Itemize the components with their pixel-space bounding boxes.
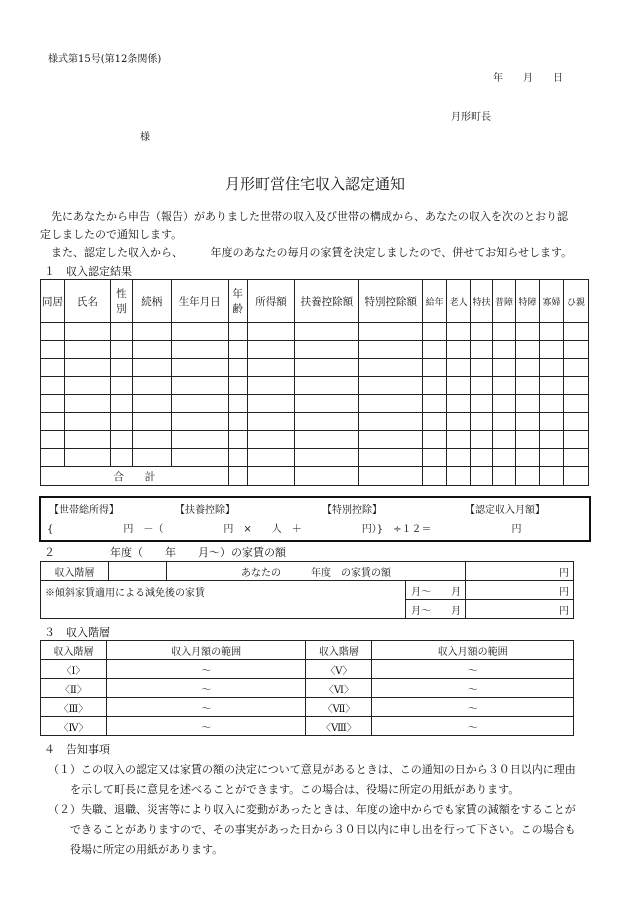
- table-cell: [64, 449, 110, 467]
- table-row: [41, 359, 589, 377]
- col-header: 収入階層: [41, 641, 107, 660]
- table-cell: [171, 377, 228, 395]
- note-line: （１）この収入の認定又は家賃の額の決定について意見があるときは、この通知の日から３０日以内に理由: [48, 763, 576, 776]
- note-line: できることがありますので、その事実があった日から３０日以内に申し出を行って下さい。この場合も: [48, 823, 576, 836]
- level-cell: 〈Ⅱ〉: [41, 679, 107, 698]
- col-header: 特障: [516, 280, 540, 323]
- table-cell: [110, 377, 132, 395]
- table-cell: [171, 431, 228, 449]
- table-cell: [228, 413, 247, 431]
- range-cell: ～: [106, 717, 306, 736]
- table-cell: [423, 449, 447, 467]
- col-header: 扶養控除額: [295, 280, 359, 323]
- table-cell: [295, 431, 359, 449]
- issuer: 月形町長: [451, 112, 491, 123]
- table-cell: [359, 431, 423, 449]
- col-header: 続柄: [132, 280, 171, 323]
- table-row: [41, 431, 589, 449]
- table-cell: [171, 413, 228, 431]
- table-cell: [423, 359, 447, 377]
- table-cell: [493, 359, 516, 377]
- income-level-label: 収入階層: [41, 562, 109, 581]
- range-cell: ～: [372, 660, 574, 679]
- table-cell: [516, 431, 540, 449]
- form-number: 様式第15号(第12条関係): [48, 54, 162, 65]
- table-cell: [471, 323, 493, 341]
- table-cell: [41, 395, 65, 413]
- table-cell: [516, 323, 540, 341]
- table-cell: [41, 449, 65, 467]
- table-cell: [447, 377, 471, 395]
- table-cell: [563, 323, 588, 341]
- table-cell: [493, 449, 516, 467]
- table-cell: [228, 377, 247, 395]
- table-cell: [423, 413, 447, 431]
- table-cell: [64, 431, 110, 449]
- label-dependent-deduction: 【扶養控除】: [175, 505, 235, 516]
- month-range: 月～ 月: [406, 581, 466, 600]
- table-cell: [493, 323, 516, 341]
- table-cell: [64, 359, 110, 377]
- table-cell: [563, 359, 588, 377]
- table-cell: [132, 377, 171, 395]
- table-cell: [516, 395, 540, 413]
- table-cell: [563, 395, 588, 413]
- intro-line-1: 先にあなたから申告（報告）がありました世帯の収入及び世帯の構成から、あなたの収入を次のとおり認: [40, 210, 568, 223]
- table-cell: [228, 341, 247, 359]
- table-cell: [41, 323, 65, 341]
- table-row: [41, 413, 589, 431]
- table-cell: [471, 395, 493, 413]
- table-row: [41, 449, 589, 467]
- table-cell: [493, 413, 516, 431]
- range-cell: ～: [372, 679, 574, 698]
- table-cell: [539, 341, 563, 359]
- table-cell: [41, 413, 65, 431]
- date-line: 年 月 日: [493, 73, 563, 84]
- calculation-formula: { 円 －（ 円 × 人 ＋ 円）} ÷１２＝ 円: [47, 524, 522, 535]
- notes: [48, 760, 576, 860]
- note-line: を示して町長に意見を述べることができます。この場合は、役場に所定の用紙があります。: [48, 783, 520, 796]
- level-cell: 〈Ⅷ〉: [306, 717, 372, 736]
- col-header: 所得額: [247, 280, 295, 323]
- table-cell: [171, 323, 228, 341]
- table-cell: [295, 377, 359, 395]
- col-header: 生年月日: [171, 280, 228, 323]
- table-cell: [64, 413, 110, 431]
- table-cell: [447, 395, 471, 413]
- table-cell: [110, 341, 132, 359]
- total-label: 合 計: [41, 467, 229, 486]
- table-cell: [295, 449, 359, 467]
- table-cell: [539, 323, 563, 341]
- table-cell: [247, 395, 295, 413]
- section2-heading: ２ 年度（ 年 月～）の家賃の額: [44, 546, 286, 559]
- table-cell: [493, 341, 516, 359]
- table-cell: [132, 413, 171, 431]
- table-cell: [295, 341, 359, 359]
- yen-unit: 円: [466, 581, 574, 600]
- table-cell: [132, 449, 171, 467]
- table-cell: [110, 431, 132, 449]
- table-cell: [423, 323, 447, 341]
- table-row: [41, 341, 589, 359]
- table-cell: [471, 341, 493, 359]
- table-cell: [493, 395, 516, 413]
- table-cell: [447, 431, 471, 449]
- col-header: 氏名: [64, 280, 110, 323]
- col-header: 特別控除額: [359, 280, 423, 323]
- label-monthly-income: 【認定収入月額】: [465, 505, 545, 516]
- col-header: 特扶: [471, 280, 493, 323]
- table-cell: [295, 395, 359, 413]
- col-header: 老人: [447, 280, 471, 323]
- level-cell: 〈Ⅳ〉: [41, 717, 107, 736]
- table-cell: [359, 377, 423, 395]
- table-cell: [64, 377, 110, 395]
- table-cell: [516, 359, 540, 377]
- col-header: 収入階層: [306, 641, 372, 660]
- table-cell: [41, 431, 65, 449]
- table-cell: [41, 377, 65, 395]
- recipient-suffix: 様: [140, 132, 150, 143]
- reduced-rent-label: ※傾斜家賃適用による減免後の家賃: [41, 581, 406, 619]
- table-cell: [247, 413, 295, 431]
- table-cell: [447, 413, 471, 431]
- page-title: 月形町営住宅収入認定通知: [224, 175, 405, 193]
- table-cell: [563, 449, 588, 467]
- col-header: 収入月額の範囲: [106, 641, 306, 660]
- table-cell: [539, 395, 563, 413]
- table-cell: [295, 359, 359, 377]
- table-cell: [41, 341, 65, 359]
- table-cell: [359, 341, 423, 359]
- table-cell: [110, 359, 132, 377]
- table-cell: [247, 449, 295, 467]
- table-cell: [247, 341, 295, 359]
- col-header: 収入月額の範囲: [372, 641, 574, 660]
- table-cell: [64, 323, 110, 341]
- table-cell: [539, 377, 563, 395]
- table-cell: [516, 449, 540, 467]
- table-cell: [359, 413, 423, 431]
- table-cell: [539, 413, 563, 431]
- table-cell: [295, 323, 359, 341]
- table-row: [41, 377, 589, 395]
- table-cell: [359, 395, 423, 413]
- table-cell: [41, 359, 65, 377]
- table-cell: [110, 395, 132, 413]
- table-cell: [295, 413, 359, 431]
- table-cell: [539, 359, 563, 377]
- col-header: 年齢: [228, 280, 247, 323]
- table-cell: [447, 359, 471, 377]
- note-line: 役場に所定の用紙があります。: [48, 843, 224, 856]
- range-cell: ～: [372, 698, 574, 717]
- col-header: 寡婦: [539, 280, 563, 323]
- table-cell: [171, 395, 228, 413]
- col-header: ひ親: [563, 280, 588, 323]
- label-special-deduction: 【特別控除】: [322, 505, 382, 516]
- table-cell: [471, 449, 493, 467]
- table-cell: [539, 431, 563, 449]
- table-header-row: [41, 280, 589, 323]
- note-line: （２）失職、退職、災害等により収入に変動があったときは、年度の途中からでも家賃の減額をすることが: [48, 803, 576, 816]
- range-cell: ～: [106, 698, 306, 717]
- col-header: 性別: [110, 280, 132, 323]
- table-cell: [359, 359, 423, 377]
- table-cell: [171, 359, 228, 377]
- table-cell: [493, 431, 516, 449]
- table-cell: [110, 323, 132, 341]
- table-cell: [359, 449, 423, 467]
- table-cell: [471, 413, 493, 431]
- range-cell: ～: [106, 679, 306, 698]
- range-cell: ～: [372, 717, 574, 736]
- col-header: 普障: [493, 280, 516, 323]
- intro-line-3: また、認定した収入から、 年度のあなたの毎月の家賃を決定しましたので、併せてお知らせします。: [40, 246, 573, 259]
- table-cell: [516, 413, 540, 431]
- table-cell: [171, 341, 228, 359]
- table-cell: [247, 431, 295, 449]
- table-cell: [493, 377, 516, 395]
- table-cell: [132, 341, 171, 359]
- table-cell: [228, 323, 247, 341]
- table-row: [41, 395, 589, 413]
- table-cell: [563, 341, 588, 359]
- section1-heading: １ 収入認定結果: [44, 265, 132, 278]
- table-cell: [471, 377, 493, 395]
- table-cell: [228, 431, 247, 449]
- table-cell: [228, 359, 247, 377]
- table-cell: [563, 377, 588, 395]
- month-range: 月～ 月: [406, 600, 466, 619]
- table-cell: [423, 377, 447, 395]
- calculation-box: [39, 496, 591, 542]
- table-cell: [539, 449, 563, 467]
- table-cell: [563, 431, 588, 449]
- table-cell: [359, 323, 423, 341]
- table-cell: [447, 449, 471, 467]
- table-cell: [447, 323, 471, 341]
- table-row: [41, 323, 589, 341]
- table-cell: [471, 359, 493, 377]
- label-total-income: 【世帯総所得】: [49, 505, 119, 516]
- income-table: [40, 279, 589, 486]
- rent-label: あなたの 年度 の家賃の額: [166, 562, 465, 581]
- section3-heading: ３ 収入階層: [44, 626, 110, 639]
- table-cell: [423, 395, 447, 413]
- table-cell: [423, 431, 447, 449]
- table-cell: [471, 431, 493, 449]
- table-cell: [247, 377, 295, 395]
- table-cell: [132, 359, 171, 377]
- table-cell: [110, 449, 132, 467]
- table-cell: [563, 413, 588, 431]
- table-cell: [110, 413, 132, 431]
- table-cell: [132, 323, 171, 341]
- level-cell: 〈Ⅵ〉: [306, 679, 372, 698]
- table-cell: [423, 341, 447, 359]
- table-cell: [516, 377, 540, 395]
- table-cell: [228, 395, 247, 413]
- level-cell: 〈Ⅰ〉: [41, 660, 107, 679]
- table-cell: [247, 323, 295, 341]
- income-level-table: [40, 640, 574, 736]
- col-header: 給年: [423, 280, 447, 323]
- level-cell: 〈Ⅲ〉: [41, 698, 107, 717]
- intro-line-2: 定しましたので通知します。: [40, 228, 183, 241]
- table-cell: [64, 395, 110, 413]
- range-cell: ～: [106, 660, 306, 679]
- rent-table: [40, 561, 574, 619]
- table-cell: [64, 341, 110, 359]
- level-cell: 〈Ⅴ〉: [306, 660, 372, 679]
- table-cell: [228, 449, 247, 467]
- section4-heading: ４ 告知事項: [44, 743, 110, 756]
- col-header: 同居: [41, 280, 65, 323]
- yen-unit: 円: [466, 600, 574, 619]
- table-cell: [516, 341, 540, 359]
- table-cell: [171, 449, 228, 467]
- level-cell: 〈Ⅶ〉: [306, 698, 372, 717]
- table-cell: [447, 341, 471, 359]
- yen-unit: 円: [466, 562, 574, 581]
- total-row: [41, 467, 589, 486]
- table-cell: [247, 359, 295, 377]
- table-cell: [132, 395, 171, 413]
- table-cell: [132, 431, 171, 449]
